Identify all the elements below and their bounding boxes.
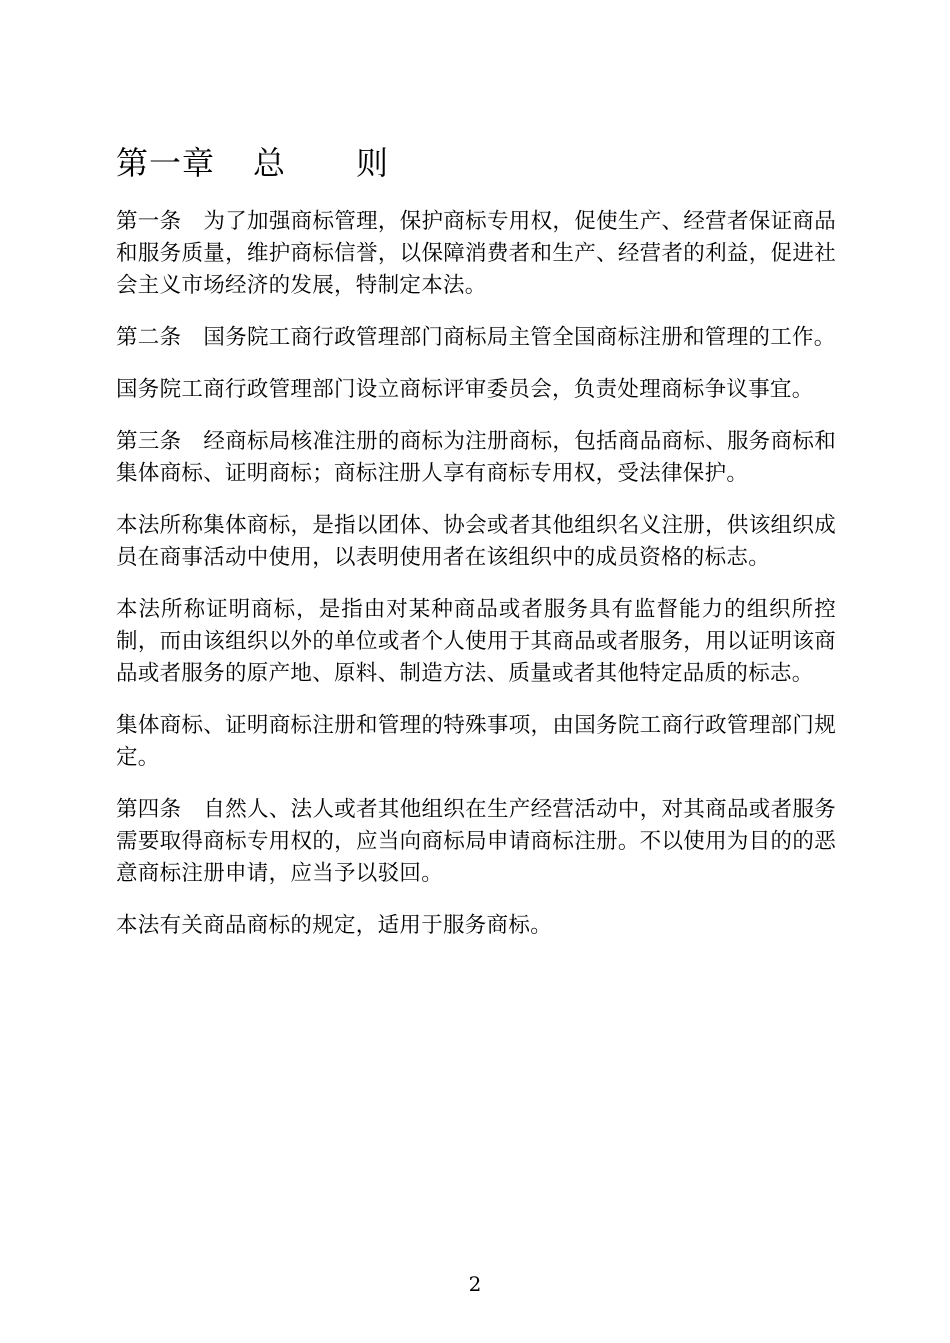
paragraph-text: 国务院工商行政管理部门商标局主管全国商标注册和管理的工作。 (203, 325, 836, 350)
article-3-paragraph (116, 426, 836, 490)
article-2-clause-2 (116, 374, 836, 406)
paragraph-text: 为了加强商标管理，保护商标专用权，促使生产、经营者保证商品和服务质量，维护商标信誉，以保障消费者和生产、经营者的利益，促进社会主义市场经济的发展，特制定本法。 (116, 209, 836, 298)
article-1-paragraph (116, 206, 836, 302)
article-4-paragraph (116, 794, 836, 890)
paragraph-text: 集体商标、证明商标注册和管理的特殊事项，由国务院工商行政管理部门规定。 (116, 713, 836, 770)
article-3-clause-2 (116, 510, 836, 574)
paragraph-text: 经商标局核准注册的商标为注册商标，包括商品商标、服务商标和集体商标、证明商标；商标注册人享有商标专用权，受法律保护。 (116, 429, 836, 486)
paragraph-text: 本法有关商品商标的规定，适用于服务商标。 (116, 913, 553, 938)
article-label: 第四条 (116, 797, 182, 822)
article-label: 第一条 (116, 209, 182, 234)
paragraph-text: 本法所称证明商标，是指由对某种商品或者服务具有监督能力的组织所控制，而由该组织以外的单位或者个人使用于其商品或者服务，用以证明该商品或者服务的原产地、原料、制造方法、质量或者其他特定品质的标志。 (116, 597, 836, 686)
paragraph-text: 本法所称集体商标，是指以团体、协会或者其他组织名义注册，供该组织成员在商事活动中使用，以表明使用者在该组织中的成员资格的标志。 (116, 513, 836, 570)
article-label: 第三条 (116, 429, 182, 454)
article-2-paragraph (116, 322, 836, 354)
page-content (116, 140, 836, 962)
article-4-clause-2 (116, 910, 836, 942)
chapter-label: 第一章 (116, 144, 216, 182)
paragraph-text: 国务院工商行政管理部门设立商标评审委员会，负责处理商标争议事宜。 (116, 377, 814, 402)
article-3-clause-3 (116, 594, 836, 690)
page-number: 2 (468, 1272, 482, 1296)
chapter-title (116, 140, 836, 186)
chapter-title-part1: 总 (253, 144, 287, 182)
paragraph-text: 自然人、法人或者其他组织在生产经营活动中，对其商品或者服务需要取得商标专用权的，应当向商标局申请商标注册。不以使用为目的的恶意商标注册申请，应当予以驳回。 (116, 797, 836, 886)
article-label: 第二条 (116, 325, 182, 350)
article-3-clause-4 (116, 710, 836, 774)
chapter-title-part2: 则 (356, 144, 390, 182)
